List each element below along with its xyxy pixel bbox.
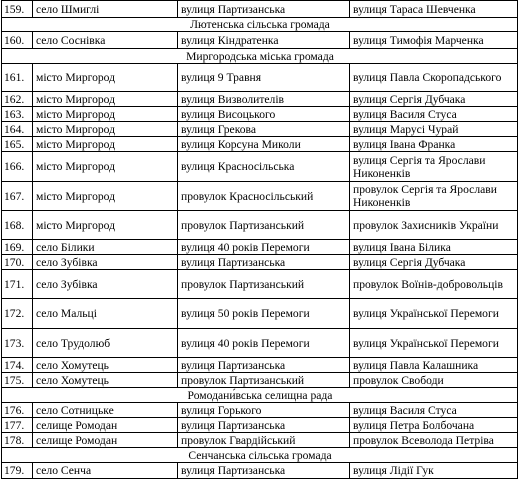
new-name-cell: провулок Всеволода Петріва bbox=[350, 433, 518, 448]
table-row bbox=[2, 418, 518, 433]
old-name-cell: вулиця Партизанська bbox=[178, 358, 350, 373]
row-number: 169. bbox=[2, 240, 33, 255]
old-name-cell: вулиця Кіндратенка bbox=[178, 32, 350, 49]
new-name-cell: вулиця Сергія Дубчака bbox=[350, 92, 518, 107]
table-row bbox=[2, 240, 518, 255]
row-number: 167. bbox=[2, 182, 33, 211]
table-row bbox=[2, 463, 518, 479]
table-row bbox=[2, 211, 518, 240]
row-number: 179. bbox=[2, 463, 33, 479]
old-name-cell: провулок Партизанський bbox=[178, 270, 350, 299]
row-number: 161. bbox=[2, 64, 33, 92]
row-number: 172. bbox=[2, 299, 33, 329]
settlement-cell: село Зубівка bbox=[33, 255, 178, 270]
table-row bbox=[2, 64, 518, 92]
table-row bbox=[2, 270, 518, 299]
new-name-cell: провулок Свободи bbox=[350, 373, 518, 388]
new-name-cell: вулиця Тараса Шевченка bbox=[350, 1, 518, 18]
settlement-cell: село Сенча bbox=[33, 463, 178, 479]
settlement-cell: село Соснівка bbox=[33, 32, 178, 49]
new-name-cell: вулиця Української Перемоги bbox=[350, 299, 518, 329]
settlement-cell: село Хомутець bbox=[33, 358, 178, 373]
group-header-romodanivska: Ромодани́вська селищна рада bbox=[2, 388, 518, 403]
row-number: 159. bbox=[2, 1, 33, 18]
table-row bbox=[2, 107, 518, 122]
row-number: 173. bbox=[2, 329, 33, 358]
street-renaming-table bbox=[1, 0, 518, 479]
group-header-senchanska: Сенчанська сільська громада bbox=[2, 448, 518, 463]
group-header-row bbox=[2, 18, 518, 32]
row-number: 168. bbox=[2, 211, 33, 240]
new-name-cell: вулиця Сергія Дубчака bbox=[350, 255, 518, 270]
group-header-row bbox=[2, 448, 518, 463]
new-name-cell: провулок Сергія та Ярослави Никоненків bbox=[350, 182, 518, 211]
table-row bbox=[2, 152, 518, 182]
old-name-cell: вулиця Партизанська bbox=[178, 1, 350, 18]
group-header-myrhorodska: Миргородська міська громада bbox=[2, 49, 518, 64]
new-name-cell: вулиця Української Перемоги bbox=[350, 329, 518, 358]
settlement-cell: село Шмиглі bbox=[33, 1, 178, 18]
settlement-cell: місто Миргород bbox=[33, 92, 178, 107]
settlement-cell: село Трудолюб bbox=[33, 329, 178, 358]
new-name-cell: вулиця Івана Франка bbox=[350, 137, 518, 152]
row-number: 171. bbox=[2, 270, 33, 299]
old-name-cell: вулиця Партизанська bbox=[178, 418, 350, 433]
old-name-cell: вулиця 50 років Перемоги bbox=[178, 299, 350, 329]
settlement-cell: місто Миргород bbox=[33, 64, 178, 92]
old-name-cell: провулок Гвардійський bbox=[178, 433, 350, 448]
old-name-cell: вулиця Висоцького bbox=[178, 107, 350, 122]
old-name-cell: вулиця Красносільська bbox=[178, 152, 350, 182]
row-number: 163. bbox=[2, 107, 33, 122]
table-row bbox=[2, 182, 518, 211]
row-number: 162. bbox=[2, 92, 33, 107]
row-number: 178. bbox=[2, 433, 33, 448]
old-name-cell: вулиця 9 Травня bbox=[178, 64, 350, 92]
settlement-cell: місто Миргород bbox=[33, 122, 178, 137]
table-row bbox=[2, 433, 518, 448]
row-number: 164. bbox=[2, 122, 33, 137]
old-name-cell: вулиця Грекова bbox=[178, 122, 350, 137]
old-name-cell: вулиця Горького bbox=[178, 403, 350, 418]
old-name-cell: вулиця 40 років Перемоги bbox=[178, 240, 350, 255]
row-number: 160. bbox=[2, 32, 33, 49]
table-row bbox=[2, 92, 518, 107]
settlement-cell: місто Миргород bbox=[33, 107, 178, 122]
table-row bbox=[2, 255, 518, 270]
row-number: 174. bbox=[2, 358, 33, 373]
table-row bbox=[2, 299, 518, 329]
row-number: 165. bbox=[2, 137, 33, 152]
settlement-cell: селище Ромодан bbox=[33, 433, 178, 448]
row-number: 175. bbox=[2, 373, 33, 388]
settlement-cell: село Сотницьке bbox=[33, 403, 178, 418]
old-name-cell: провулок Красносільський bbox=[178, 182, 350, 211]
old-name-cell: провулок Партизанський bbox=[178, 373, 350, 388]
old-name-cell: вулиця Партизанська bbox=[178, 463, 350, 479]
new-name-cell: вулиця Лідії Гук bbox=[350, 463, 518, 479]
table-row bbox=[2, 32, 518, 49]
settlement-cell: місто Миргород bbox=[33, 137, 178, 152]
old-name-cell: вулиця Корсуна Миколи bbox=[178, 137, 350, 152]
old-name-cell: вулиця Визволителів bbox=[178, 92, 350, 107]
new-name-cell: вулиця Павла Скоропадського bbox=[350, 64, 518, 92]
settlement-cell: місто Миргород bbox=[33, 211, 178, 240]
group-header-row bbox=[2, 49, 518, 64]
table-row bbox=[2, 403, 518, 418]
settlement-cell: місто Миргород bbox=[33, 152, 178, 182]
row-number: 166. bbox=[2, 152, 33, 182]
table-row bbox=[2, 373, 518, 388]
new-name-cell: вулиця Петра Болбочана bbox=[350, 418, 518, 433]
new-name-cell: провулок Воїнів-добровольців bbox=[350, 270, 518, 299]
settlement-cell: село Хомутець bbox=[33, 373, 178, 388]
new-name-cell: вулиця Марусі Чурай bbox=[350, 122, 518, 137]
group-header-row bbox=[2, 388, 518, 403]
settlement-cell: село Білики bbox=[33, 240, 178, 255]
table-row bbox=[2, 122, 518, 137]
old-name-cell: вулиця Партизанська bbox=[178, 255, 350, 270]
settlement-cell: село Мальці bbox=[33, 299, 178, 329]
new-name-cell: вулиця Василя Стуса bbox=[350, 403, 518, 418]
table-row bbox=[2, 1, 518, 18]
settlement-cell: село Зубівка bbox=[33, 270, 178, 299]
new-name-cell: вулиця Сергія та Ярослави Никоненків bbox=[350, 152, 518, 182]
settlement-cell: селище Ромодан bbox=[33, 418, 178, 433]
row-number: 176. bbox=[2, 403, 33, 418]
table-row bbox=[2, 358, 518, 373]
new-name-cell: вулиця Павла Калашника bbox=[350, 358, 518, 373]
group-header-lutenska: Лютенська сільська громада bbox=[2, 18, 518, 32]
new-name-cell: вулиця Василя Стуса bbox=[350, 107, 518, 122]
old-name-cell: вулиця 40 років Перемоги bbox=[178, 329, 350, 358]
new-name-cell: вулиця Івана Білика bbox=[350, 240, 518, 255]
table-row bbox=[2, 137, 518, 152]
old-name-cell: провулок Партизанський bbox=[178, 211, 350, 240]
row-number: 177. bbox=[2, 418, 33, 433]
new-name-cell: провулок Захисників України bbox=[350, 211, 518, 240]
table-row bbox=[2, 329, 518, 358]
row-number: 170. bbox=[2, 255, 33, 270]
new-name-cell: вулиця Тимофія Марченка bbox=[350, 32, 518, 49]
settlement-cell: місто Миргород bbox=[33, 182, 178, 211]
